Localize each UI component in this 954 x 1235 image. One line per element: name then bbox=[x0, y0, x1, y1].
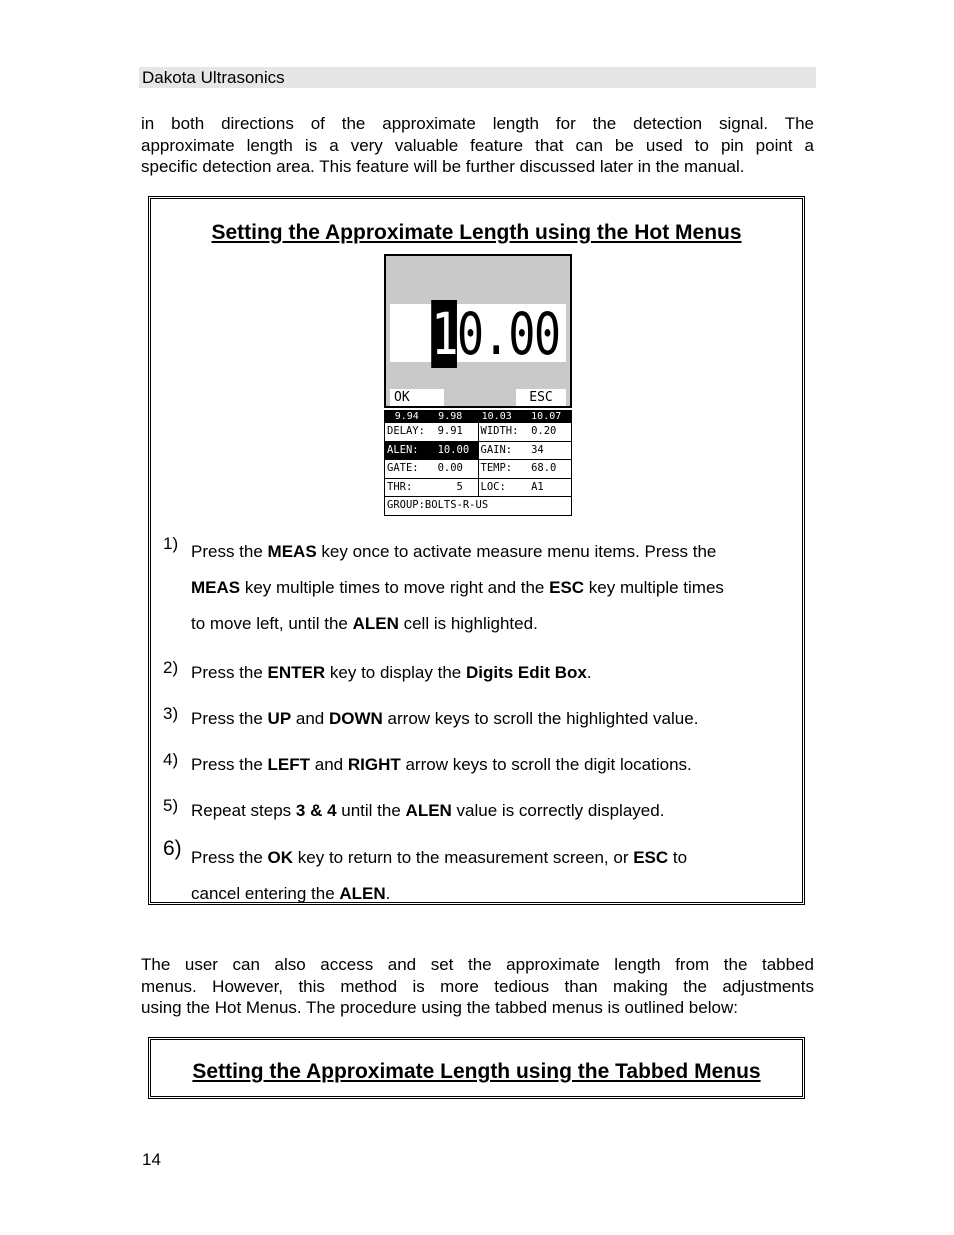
step-text: Press the bbox=[191, 663, 268, 682]
step-text: key multiple times bbox=[584, 578, 724, 597]
step-item bbox=[163, 704, 793, 734]
step-line bbox=[191, 796, 793, 826]
menu-cell-loc[interactable]: LOC: A1 bbox=[478, 479, 572, 497]
reading: 9.98 bbox=[438, 411, 463, 422]
bold-term: 3 & 4 bbox=[295, 801, 337, 820]
steps-list bbox=[163, 534, 793, 912]
step-text: key once to activate measure menu items. Press the bbox=[316, 542, 717, 561]
bold-term: ENTER bbox=[267, 663, 326, 682]
step-line bbox=[191, 840, 793, 876]
running-header: Dakota Ultrasonics bbox=[142, 68, 285, 87]
bold-term: ESC bbox=[549, 578, 585, 597]
digits-value bbox=[431, 300, 560, 368]
step-text: until the bbox=[336, 801, 406, 820]
step-item bbox=[163, 750, 793, 780]
reading: 10.07 bbox=[531, 411, 562, 422]
step-text: value is correctly displayed. bbox=[451, 801, 665, 820]
step-number: 2) bbox=[163, 658, 179, 677]
step-text: Press the bbox=[191, 542, 268, 561]
step-text: arrow keys to scroll the digit locations. bbox=[400, 755, 692, 774]
step-text: arrow keys to scroll the highlighted value. bbox=[382, 709, 699, 728]
step-line bbox=[191, 534, 793, 570]
highlighted-digit: 1 bbox=[431, 300, 458, 368]
menu-cell-temp[interactable]: TEMP: 68.0 bbox=[478, 460, 572, 478]
tabbed-menu-box bbox=[148, 1037, 805, 1099]
step-line bbox=[191, 750, 793, 780]
menu-cell-thr[interactable]: THR: 5 bbox=[387, 480, 463, 493]
step-text: Press the bbox=[191, 848, 268, 867]
step-text: key to return to the measurement screen, or bbox=[293, 848, 634, 867]
step-text: Press the bbox=[191, 755, 268, 774]
intro-paragraph bbox=[141, 113, 814, 178]
second-paragraph bbox=[141, 954, 814, 1019]
reading: 9.94 bbox=[394, 411, 419, 422]
step-number: 5) bbox=[163, 796, 179, 815]
text-line: in both directions of the approximate length for the detection signal. The bbox=[141, 114, 814, 133]
step-line bbox=[191, 876, 793, 912]
menu-row bbox=[385, 441, 571, 460]
bold-term: ESC bbox=[633, 848, 669, 867]
bold-term: ALEN bbox=[352, 614, 399, 633]
readings-row bbox=[385, 411, 571, 422]
bold-term: Digits Edit Box bbox=[465, 663, 587, 682]
menu-row bbox=[385, 459, 571, 478]
text-line: using the Hot Menus. The procedure using the tabbed menus is outlined below: bbox=[141, 998, 738, 1017]
menu-cell-alen[interactable]: ALEN: 10.00 bbox=[385, 442, 478, 460]
step-text: and bbox=[310, 755, 348, 774]
step-line bbox=[191, 606, 793, 642]
menu-cell-gate[interactable]: GATE: 0.00 bbox=[387, 462, 463, 474]
step-text: cell is highlighted. bbox=[398, 614, 538, 633]
step-text: Repeat steps bbox=[191, 801, 296, 820]
step-text: to bbox=[668, 848, 688, 867]
hot-menu-table bbox=[384, 410, 572, 516]
step-item bbox=[163, 796, 793, 826]
step-line bbox=[191, 658, 793, 688]
step-number: 4) bbox=[163, 750, 179, 769]
step-number: 3) bbox=[163, 704, 179, 723]
digits-rest: 0.00 bbox=[457, 300, 560, 368]
text-line: The user can also access and set the approximate length from the tabbed bbox=[141, 955, 814, 974]
text-line: menus. However, this method is more tedious than making the adjustments bbox=[141, 976, 814, 996]
menu-cell-width[interactable]: WIDTH: 0.20 bbox=[478, 423, 572, 441]
step-item bbox=[163, 534, 793, 642]
step-text: key multiple times to move right and the bbox=[240, 578, 550, 597]
bold-term: UP bbox=[267, 709, 292, 728]
bold-term: DOWN bbox=[328, 709, 383, 728]
step-text: and bbox=[291, 709, 329, 728]
step-text: Press the bbox=[191, 709, 268, 728]
bold-term: ALEN bbox=[339, 884, 386, 903]
step-text: key to display the bbox=[325, 663, 466, 682]
step-number: 1) bbox=[163, 534, 179, 553]
box-title: Setting the Approximate Length using the Tabbed Menus bbox=[192, 1060, 761, 1083]
menu-cell-gain[interactable]: GAIN: 34 bbox=[478, 442, 572, 460]
text-line: approximate length is a very valuable feature that can be used to pin point a bbox=[141, 135, 814, 155]
reading: 10.03 bbox=[481, 411, 512, 422]
digits-edit-box bbox=[384, 254, 572, 408]
menu-row bbox=[385, 422, 571, 441]
page-number: 14 bbox=[142, 1150, 161, 1169]
step-line bbox=[191, 570, 793, 606]
step-number: 6) bbox=[163, 837, 182, 860]
bold-term: MEAS bbox=[267, 542, 317, 561]
menu-row bbox=[385, 496, 571, 515]
text-line: specific detection area. This feature will be further discussed later in the manual. bbox=[141, 157, 745, 176]
bold-term: ALEN bbox=[405, 801, 452, 820]
menu-cell-group[interactable]: GROUP:BOLTS-R-US bbox=[387, 499, 489, 511]
step-text: . bbox=[385, 884, 391, 903]
bold-term: OK bbox=[267, 848, 294, 867]
step-text: . bbox=[586, 663, 592, 682]
step-item bbox=[163, 837, 793, 912]
device-screen bbox=[384, 254, 572, 512]
box-title: Setting the Approximate Length using the Hot Menus bbox=[211, 221, 742, 244]
bold-term: MEAS bbox=[191, 578, 241, 597]
menu-row bbox=[385, 478, 571, 497]
bold-term: RIGHT bbox=[347, 755, 401, 774]
digits-display bbox=[390, 300, 566, 368]
step-line bbox=[191, 704, 793, 734]
menu-cell-delay[interactable]: DELAY: 9.91 bbox=[387, 425, 463, 437]
step-text: cancel entering the bbox=[191, 884, 340, 903]
esc-button[interactable]: ESC bbox=[516, 389, 566, 406]
bold-term: LEFT bbox=[267, 755, 311, 774]
ok-button[interactable]: OK bbox=[390, 389, 444, 406]
step-item bbox=[163, 658, 793, 688]
step-text: to move left, until the bbox=[191, 614, 353, 633]
